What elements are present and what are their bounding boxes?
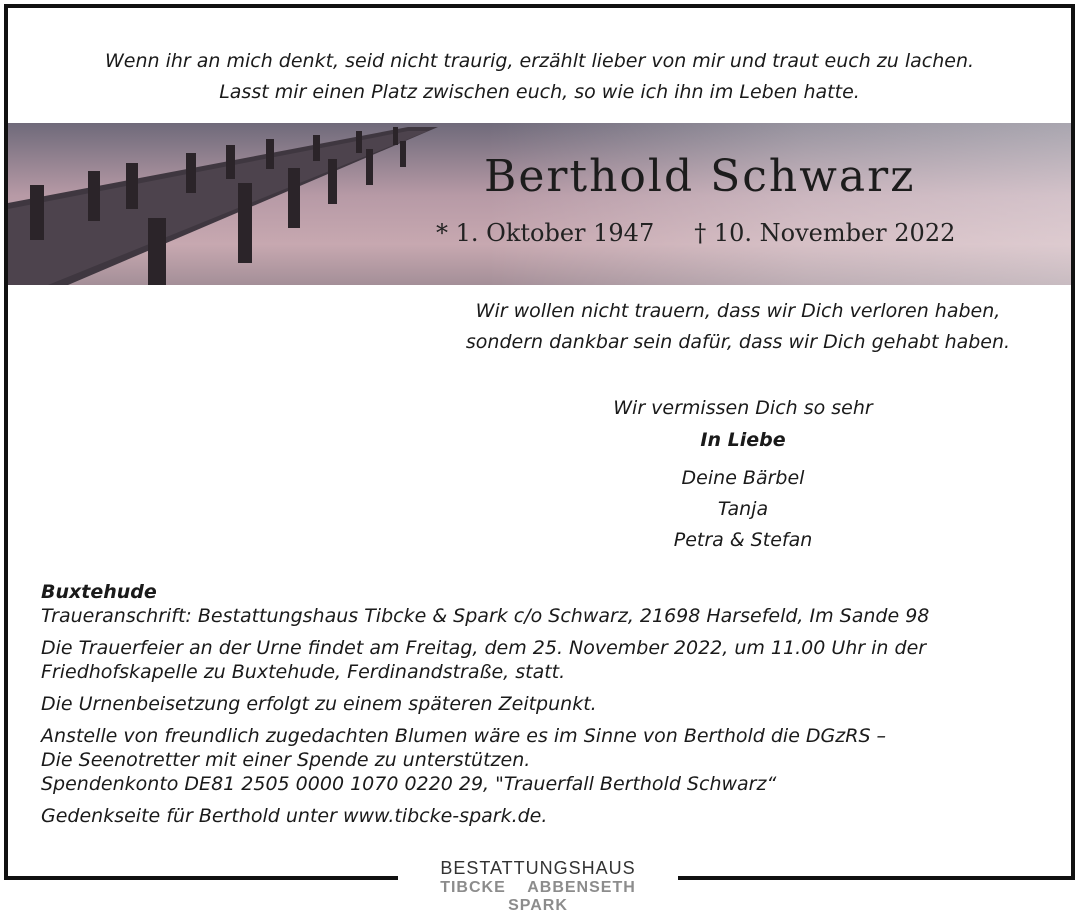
mourner-name: Tanja xyxy=(717,498,769,520)
logo-title: BESTATTUNGSHAUS xyxy=(440,858,636,878)
header-quote xyxy=(8,46,1071,108)
logo-partner: SPARK xyxy=(508,897,568,914)
gratitude-quote-line2: sondern dankbar sein dafür, dass wir Dich gehabt haben. xyxy=(465,331,1011,353)
life-dates xyxy=(436,219,995,247)
ceremony-line1: Die Trauerfeier an der Urne findet am Freitag, dem 25. November 2022, um 11.00 Uhr in der xyxy=(41,637,927,659)
banner-image xyxy=(8,123,1071,285)
mourner-names xyxy=(568,463,918,556)
logo-partner: ABBENSETH xyxy=(527,879,636,896)
donation-line2: Die Seenotretter mit einer Spende zu unterstützen. xyxy=(41,749,531,771)
header-quote-line1: Wenn ihr an mich denkt, seid nicht traurig, erzählt lieber von mir und traut euch zu lachen. xyxy=(104,50,975,72)
mourning-address: Traueranschrift: Bestattungshaus Tibcke & Spark c/o Schwarz, 21698 Harsefeld, Im Sande 98 xyxy=(41,605,930,627)
city-heading: Buxtehude xyxy=(41,581,157,603)
in-love-line: In Liebe xyxy=(700,429,786,451)
donation-account: Spendenkonto DE81 2505 0000 1070 0220 29, "Trauerfall Berthold Schwarz“ xyxy=(41,773,777,795)
gratitude-quote xyxy=(448,296,1028,358)
birth-date: * 1. Oktober 1947 xyxy=(436,219,655,247)
donation-line1: Anstelle von freundlich zugedachten Blumen wäre es im Sinne von Berthold die DGzRS – xyxy=(41,725,887,747)
death-date: † 10. November 2022 xyxy=(694,219,956,247)
logo-partner: TIBCKE xyxy=(440,879,506,896)
funeral-info xyxy=(41,580,1051,828)
miss-line: Wir vermissen Dich so sehr xyxy=(613,397,873,419)
pier-sunset-picture xyxy=(8,123,1071,285)
funeral-home-logo xyxy=(398,856,678,914)
logo-partners xyxy=(398,879,678,915)
mourner-name: Deine Bärbel xyxy=(681,467,805,489)
obituary-frame xyxy=(4,4,1075,880)
header-quote-line2: Lasst mir einen Platz zwischen euch, so wie ich ihn im Leben hatte. xyxy=(219,81,860,103)
deceased-name: Berthold Schwarz xyxy=(484,151,916,202)
burial-note: Die Urnenbeisetzung erfolgt zu einem späteren Zeitpunkt. xyxy=(41,693,597,715)
ceremony-line2: Friedhofskapelle zu Buxtehude, Ferdinandstraße, statt. xyxy=(41,661,566,683)
memorial-page: Gedenkseite für Berthold unter www.tibcke-spark.de. xyxy=(41,805,548,827)
gratitude-quote-line1: Wir wollen nicht trauern, dass wir Dich verloren haben, xyxy=(475,300,1001,322)
mourner-name: Petra & Stefan xyxy=(673,529,813,551)
